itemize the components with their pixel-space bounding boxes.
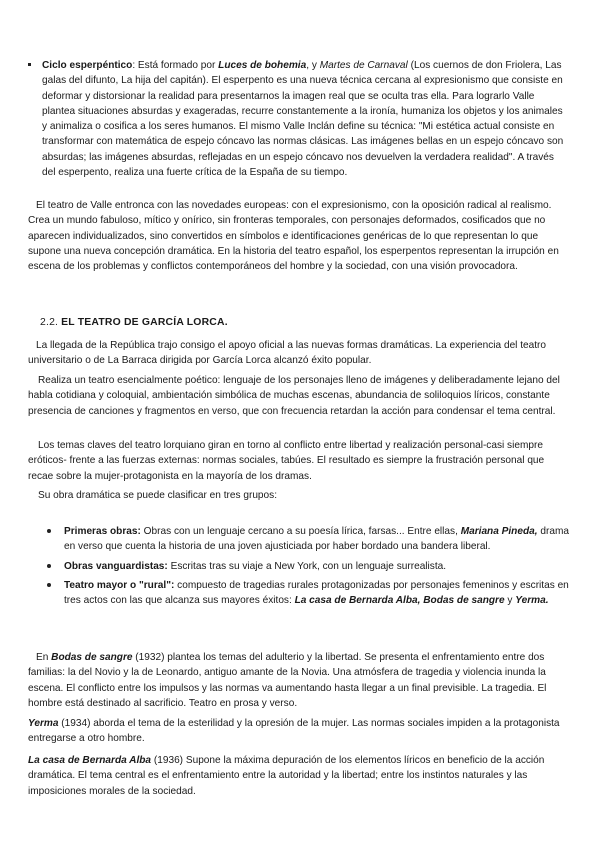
term-ciclo-esperpentico: Ciclo esperpéntico	[42, 60, 133, 71]
text-span: drama en verso que cuenta la historia de una joven ajusticiada por haber bordado una bandera liberal.	[64, 526, 569, 553]
groups-list	[40, 524, 570, 612]
text-span: Escritas tras su viaje a New York, con un lenguaje surrealista.	[167, 560, 447, 572]
paragraph-republica: La llegada de la República trajo consigo el apoyo oficial a las nuevas formas dramáticas. La experiencia del teatro universitario o de La Barraca dirigida por García Lorca alcanzó éxito popular.	[28, 340, 547, 367]
text-span: (1936) Supone la máxima depuración de los elementos líricos en beneficio de la acción dramática. El tema central es el enfrentamiento entre la autoridad y la libertad; entre los instintos naturales y las imposiciones morales de la sociedad.	[28, 755, 545, 797]
list-item-teatro-mayor	[40, 578, 570, 609]
paragraph-yerma	[28, 716, 570, 747]
work-title-yerma: Yerma.	[515, 595, 549, 607]
text-span: compuesto de tragedias rurales protagonizadas por personajes femeninos y escritas en tres actos con las que alcanza sus mayores éxitos:	[64, 579, 569, 607]
text-span: (1932) plantea los temas del adulterio y la libertad. Se presenta el enfrentamiento entre dos familias: la del Novio y la de Leonardo, antiguo amante de la Novia. Una atmósfera de tragedia y violencia inunda la escena. El conflicto entre los impulsos y las normas va aumentando hasta llegar a un final previsible. La tragedia. El hombre está destinado al sacrificio. Teatro en prosa y verso.	[28, 652, 547, 709]
paragraph-bodas-de-sangre	[28, 650, 570, 711]
text-span: Obras con un lenguaje cercano a su poesía lírica, farsas... Entre ellas,	[140, 526, 461, 537]
work-title-bodas-de-sangre: Bodas de sangre	[51, 652, 133, 663]
work-title-luces-de-bohemia: Luces de bohemia	[218, 60, 307, 71]
text-span: (1934) aborda el tema de la esterilidad y la opresión de la mujer. Las normas sociales impiden a la protagonista entregarse a otro hombre.	[28, 718, 560, 745]
square-bullet-icon	[28, 63, 31, 66]
text-span: : Está formado por	[132, 60, 219, 71]
section-heading	[40, 317, 228, 328]
text-span: , y	[306, 60, 320, 71]
text-span: y	[504, 595, 516, 607]
esperpento-list	[28, 58, 570, 180]
paragraph-valle-europa: El teatro de Valle entronca con las novedades europeas: con el expresionismo, con la oposición radical al realismo. Crea un mundo fabuloso, mítico y onírico, sin fronteras temporales, con personajes deformados, cosificados que no aparecen individualizados, sino convertidos en símbolos e identificaciones genéricas de lo que representan lo que supone una nueva concepción dramática. En la historia del teatro español, los esperpentos representan la irrupción en escena de los problemas y conflictos contemporáneos del hombre y la sociedad, con una visión provocadora.	[28, 200, 559, 273]
list-item-obras-vanguardistas	[40, 559, 570, 574]
paragraph-bernarda-alba	[28, 753, 570, 799]
bullet-icon	[47, 583, 51, 587]
work-title-mariana-pineda: Mariana Pineda,	[460, 526, 538, 537]
work-title-yerma: Yerma	[28, 718, 59, 729]
group-label: Obras vanguardistas:	[64, 560, 168, 572]
section-title: EL TEATRO DE GARCÍA LORCA.	[61, 317, 228, 328]
work-titles-bernarda-bodas: La casa de Bernarda Alba, Bodas de sangre	[294, 595, 505, 607]
paragraph-teatro-poetico: Realiza un teatro esencialmente poético: lenguaje de los personajes lleno de imágenes y deliberadamente lejano del habla cotidiana y coloquial, ambientación simbólica de muchas escenas, abundancia de soliloquios líricos, constante presencia de canciones y fragmentos en verso, que con frecuencia retardan la acción para condensar el tema central.	[28, 375, 560, 417]
work-title-la-casa-de-bernarda-alba: La casa de Bernarda Alba	[28, 755, 152, 766]
group-label: Primeras obras:	[64, 526, 141, 537]
list-item-primeras-obras	[40, 524, 570, 555]
work-title-martes-de-carnaval: Martes de Carnaval	[319, 60, 408, 71]
text-span: (Los cuernos de don Friolera, Las galas del difunto, La hija del capitán). El esperpento es una nueva técnica cercana al expresionismo que consiste en deformar y distorsionar la realidad para presentarnos la imagen real que se oculta tras ella. Para lograrlo Valle plantea situaciones absurdas y exageradas, recurre constantemente a la ironía, humaniza los objetos y los animales y animaliza o cosifica a los seres humanos. El mismo Valle Inclán define su técnica: "Mi estética actual consiste en transformar con matemática de espejo cóncavo las normas clásicas. Las imágenes bellas en un espejo cóncavo son absurdas; las imágenes absurdas, reflejadas en un espejo cóncavo nos devuelven la verdadera realidad". A través del esperpento, realiza una fuerte crítica de la España de su tiempo.	[42, 60, 564, 179]
section-number: 2.2.	[40, 317, 59, 328]
group-label: Teatro mayor o "rural":	[64, 579, 175, 591]
text-span: En	[36, 652, 52, 663]
paragraph-clasificacion: Su obra dramática se puede clasificar en tres grupos:	[38, 490, 278, 501]
bullet-icon	[47, 564, 51, 568]
paragraph-temas-claves: Los temas claves del teatro lorquiano giran en torno al conflicto entre libertad y realización personal-casi siempre eróticos- frente a las fuerzas externas: normas sociales, tabúes. El resultado es siempre la frustración personal que recae sobre la mujer-protagonista en la mayoría de los dramas.	[28, 440, 545, 482]
list-item-ciclo-esperpentico	[28, 58, 570, 180]
bullet-icon	[47, 529, 51, 533]
